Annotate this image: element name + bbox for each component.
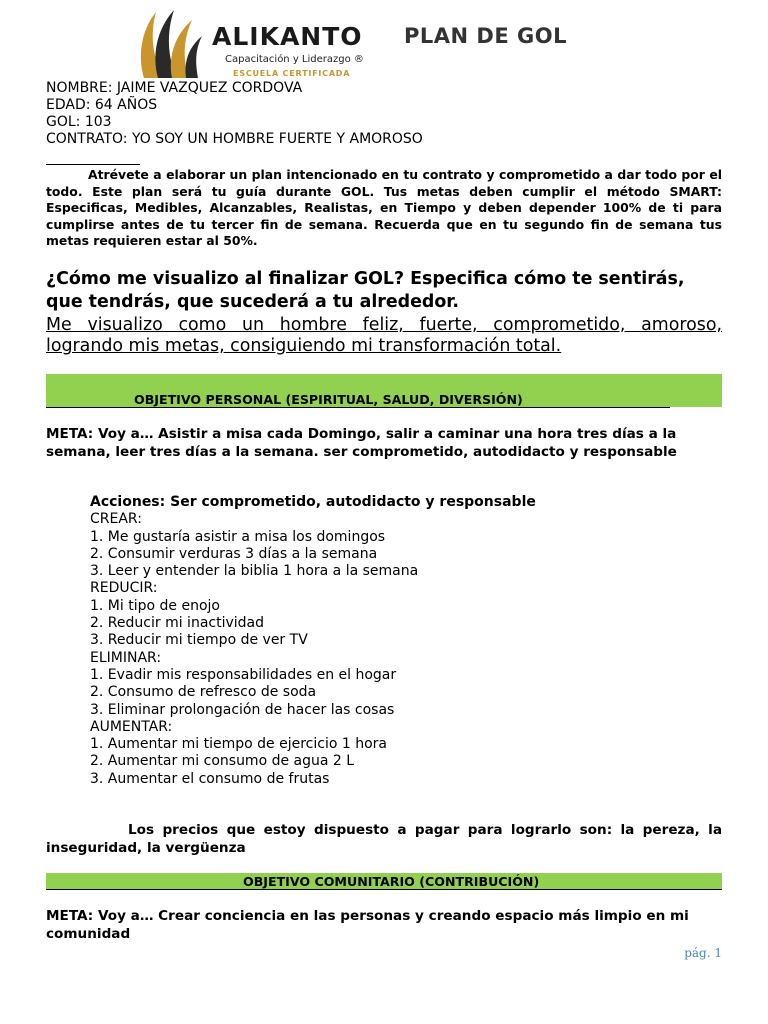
action-line: REDUCIR: <box>90 580 158 597</box>
visualize-answer: Me visualizo como un hombre feliz, fuerte, comprometido, amoroso, logrando mis metas, consiguiendo mi transformación total. <box>46 315 722 356</box>
page-number: pág. 1 <box>684 946 722 960</box>
action-line: 2. Consumo de refresco de soda <box>90 684 317 701</box>
participant-name: NOMBRE: JAIME VAZQUEZ CORDOVA <box>46 80 303 96</box>
brand-name: ALIKANTO <box>212 22 363 51</box>
intro-paragraph <box>46 167 722 250</box>
personal-objective-label: OBJETIVO PERSONAL (ESPIRITUAL, SALUD, DIVERSIÓN) <box>134 392 523 407</box>
prices-text: Los precios que estoy dispuesto a pagar para lograrlo son: la pereza, la inseguridad, la vergüenza <box>46 822 722 856</box>
community-objective-band <box>46 873 722 889</box>
participant-contract: CONTRATO: YO SOY UN HOMBRE FUERTE Y AMOROSO <box>46 131 423 147</box>
personal-objective-rule <box>46 407 670 408</box>
action-line: 2. Aumentar mi consumo de agua 2 L <box>90 753 355 770</box>
action-line: CREAR: <box>90 511 142 528</box>
action-line: 1. Mi tipo de enojo <box>90 597 220 614</box>
action-line: 3. Reducir mi tiempo de ver TV <box>90 632 308 649</box>
personal-objective-band <box>46 374 722 407</box>
action-line: 2. Consumir verduras 3 días a la semana <box>90 545 378 562</box>
participant-gol: GOL: 103 <box>46 114 112 130</box>
flame-leaves-icon <box>136 8 206 82</box>
community-objective-rule <box>46 889 722 890</box>
action-line: 3. Leer y entender la biblia 1 hora a la semana <box>90 563 419 580</box>
personal-meta: META: Voy a… Asistir a misa cada Domingo, salir a caminar una hora tres días a la semana, leer tres días a la semana. ser comprometido, autodidacto y responsable <box>46 426 677 460</box>
actions-heading: Acciones: Ser comprometido, autodidacto y responsable <box>90 494 536 510</box>
action-line: 1. Aumentar mi tiempo de ejercicio 1 hora <box>90 736 388 753</box>
action-line: 3. Aumentar el consumo de frutas <box>90 770 330 787</box>
community-meta: META: Voy a… Crear conciencia en las personas y creando espacio más limpio en mi comunidad <box>46 908 689 942</box>
prices-paragraph <box>46 822 722 857</box>
personal-actions <box>90 494 536 788</box>
visualize-question: ¿Cómo me visualizo al finalizar GOL? Especifica cómo te sentirás, que tendrás, que sucederá a tu alrededor. <box>46 269 685 312</box>
alikanto-logo <box>136 8 396 82</box>
participant-age: EDAD: 64 AÑOS <box>46 97 158 113</box>
action-line: AUMENTAR: <box>90 718 173 735</box>
community-objective-label: OBJETIVO COMUNITARIO (CONTRIBUCIÓN) <box>243 874 540 889</box>
action-line: ELIMINAR: <box>90 649 162 666</box>
document-title: PLAN DE GOL <box>404 24 567 48</box>
intro-text: Atrévete a elaborar un plan intencionado en tu contrato y comprometido a dar todo por el todo. Este plan será tu guía durante GOL. Tus metas deben cumplir el método SMART: Especificas, Medibles, Alcanzables, Realistas, en Tiempo y deben depender 100% de ti para cumplirse antes de tu tercer fin de semana. Recuerda que en tu segundo fin de semana tus metas requieren estar al 50%. <box>46 167 722 248</box>
intro-rule <box>46 164 140 165</box>
action-line: 1. Me gustaría asistir a misa los domingos <box>90 528 386 545</box>
brand-tagline: Capacitación y Liderazgo ® <box>225 54 364 65</box>
certified-badge: ESCUELA CERTIFICADA <box>233 69 351 78</box>
action-line: 2. Reducir mi inactividad <box>90 615 264 632</box>
action-line: 1. Evadir mis responsabilidades en el hogar <box>90 666 397 683</box>
action-line: 3. Eliminar prolongación de hacer las cosas <box>90 701 395 718</box>
